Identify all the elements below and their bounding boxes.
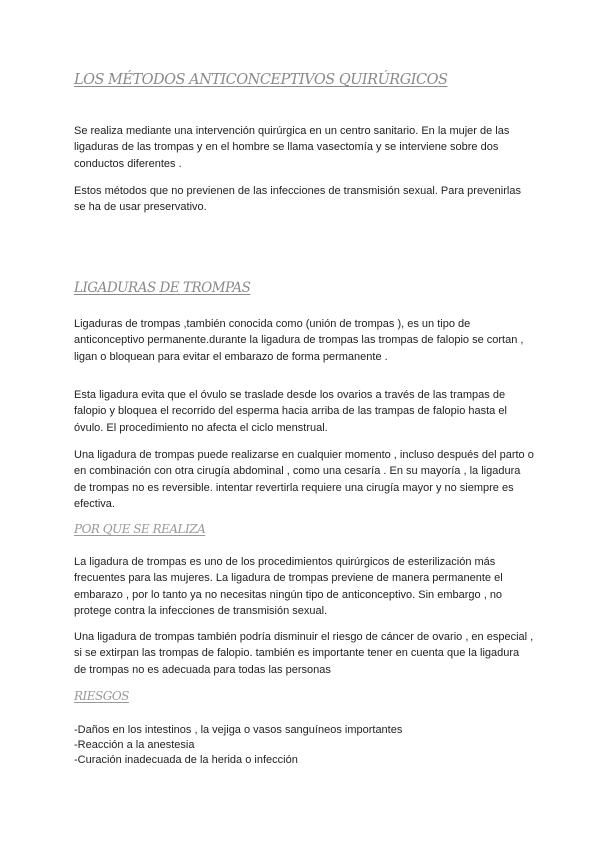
list-item: -Daños en los intestinos , la vejiga o vasos sanguíneos importantes [74,724,403,736]
section-title-ligaduras: LIGADURAS DE TROMPAS [74,280,251,296]
ligaduras-paragraph-3: Una ligadura de trompas puede realizarse en cualquier momento , incluso después del parto o en combinación con otra cirugía abdominal , como una cesaría . En su mayoría , la ligadura de trompas no es reversible. intentar revertirla requiere una cirugía mayor y no siempre es efectiva. [74,449,534,510]
main-title: LOS MÉTODOS ANTICONCEPTIVOS QUIRÚRGICOS [74,72,448,88]
list-item: -Curación inadecuada de la herida o infección [74,754,298,766]
intro-paragraph-1: Se realiza mediante una intervención quirúrgica en un centro sanitario. En la mujer de las ligaduras de las trompas y en el hombre se llama vasectomía y se interviene sobre dos conductos diferentes . [74,125,510,170]
ligaduras-paragraph-1: Ligaduras de trompas ,también conocida como (unión de trompas ), es un tipo de anticonceptivo permanente.durante la ligadura de trompas las trompas de falopio se cortan , ligan o bloquean para evitar el embarazo de forma permanente . [74,318,524,363]
risks-list [74,723,534,768]
section-title-riesgos: RIESGOS [74,689,129,703]
ligaduras-paragraph-2: Esta ligadura evita que el óvulo se traslade desde los ovarios a través de las trampas de falopio y bloquea el recorrido del esperma hacia arriba de las trampas de falopio hasta el óvulo. El procedimiento no afecta el ciclo menstrual. [74,389,507,434]
intro-paragraph-2: Estos métodos que no previenen de las infecciones de transmisión sexual. Para prevenirlas se ha de usar preservativo. [74,185,521,214]
por-que-paragraph-1: La ligadura de trompas es uno de los procedimientos quirúrgicos de esterilización más frecuentes para las mujeres. La ligadura de trompas previene de manera permanente el embarazo , por lo tanto ya no necesitas ningún tipo de anticonceptivo. Sin embargo , no protege contra la infecciones de transmisión sexual. [74,556,503,617]
section-title-por-que: POR QUE SE REALIZA [74,522,206,536]
list-item: -Reacción a la anestesia [74,739,195,751]
por-que-paragraph-2: Una ligadura de trompas también podría disminuir el riesgo de cáncer de ovario , en especial , si se extirpan las trompas de falopio. también es importante tener en cuenta que la ligadura de trompas no es adecuada para todas las personas [74,631,534,676]
